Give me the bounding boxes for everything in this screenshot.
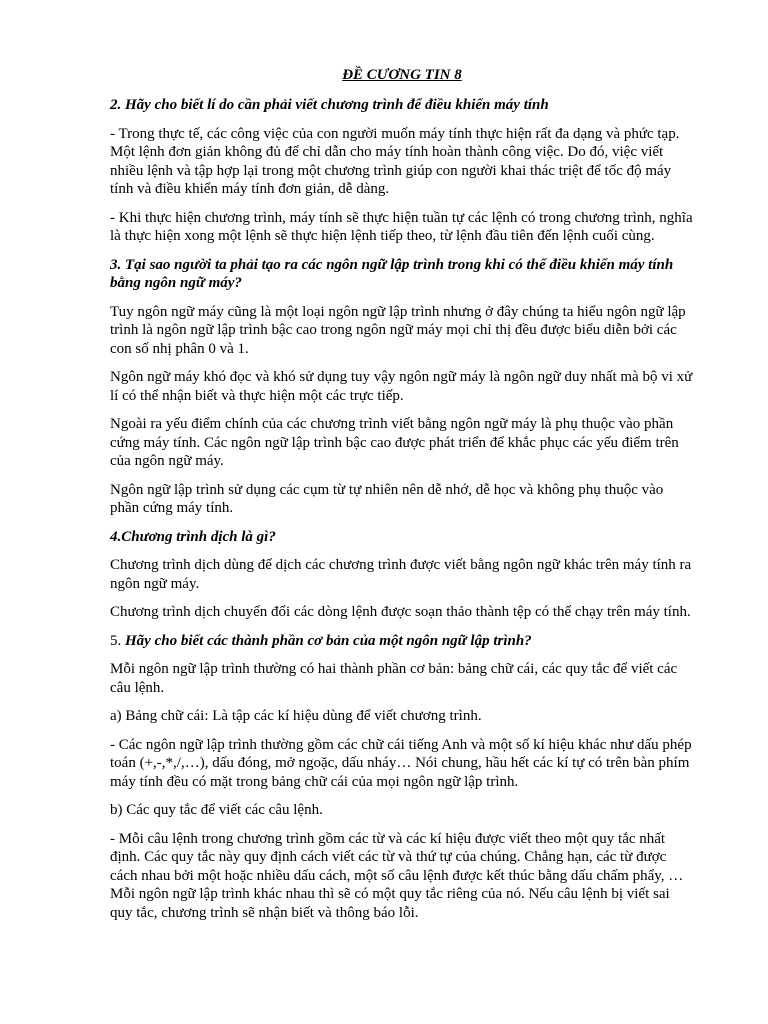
paragraph: Chương trình dịch dùng để dịch các chương trình được viết bằng ngôn ngữ khác trên máy tính ra ngôn ngữ máy.: [110, 557, 692, 592]
paragraph: - Mỗi câu lệnh trong chương trình gồm các từ và các kí hiệu được viết theo một quy tắc nhất định. Các quy tắc này quy định cách viết các từ và thứ tự của chúng. Chẳng hạn, các từ được cách nhau bởi một hoặc nhiều dấu cách, một số câu lệnh được kết thúc bằng dấu chấm phẩy, … Mỗi ngôn ngữ lập trình khác nhau thì sẽ có một quy tắc riêng của nó. Nếu câu lệnh bị viết sai quy tắc, chương trình sẽ nhận biết và thông báo lỗi.: [110, 830, 684, 921]
section-heading-text: Hãy cho biết các thành phần cơ bản của một ngôn ngữ lập trình?: [125, 632, 532, 649]
paragraph: - Khi thực hiện chương trình, máy tính sẽ thực hiện tuần tự các lệnh có trong chương trình, nghĩa là thực hiện xong một lệnh sẽ thực hiện lệnh tiếp theo, từ lệnh đầu tiên đến lệnh cuối cùng.: [110, 209, 693, 244]
section-heading-4: 4.Chương trình dịch là gì?: [110, 528, 276, 545]
paragraph: Chương trình dịch chuyển đổi các dòng lệnh được soạn thảo thành tệp có thể chạy trên máy tính.: [110, 604, 691, 620]
paragraph: Tuy ngôn ngữ máy cũng là một loại ngôn ngữ lập trình nhưng ở đây chúng ta hiểu ngôn ngữ lập trình là ngôn ngữ lập trình bậc cao trong ngôn ngữ máy mọi chỉ thị đều được biểu diễn bởi các con số nhị phân 0 và 1.: [110, 303, 686, 357]
paragraph: Ngôn ngữ lập trình sử dụng các cụm từ tự nhiên nên dễ nhớ, dễ học và không phụ thuộc vào phần cứng máy tính.: [110, 481, 664, 516]
paragraph: a) Bảng chữ cái: Là tập các kí hiệu dùng để viết chương trình.: [110, 708, 482, 724]
section-number: 5.: [110, 632, 122, 649]
section-heading-3: 3. Tại sao người ta phải tạo ra các ngôn ngữ lập trình trong khi có thể điều khiển máy tính bằng ngôn ngữ máy?: [110, 256, 674, 291]
paragraph: Mỗi ngôn ngữ lập trình thường có hai thành phần cơ bản: bảng chữ cái, các quy tắc để viết các câu lệnh.: [110, 661, 678, 696]
paragraph: - Trong thực tế, các công việc của con người muốn máy tính thực hiện rất đa dạng và phức tạp. Một lệnh đơn giản không đủ để chỉ dẫn cho máy tính hoàn thành công việc. Do đó, việc viết nhiều lệnh và tập hợp lại trong một chương trình giúp con người khai thác triệt để tốc độ máy tính và điều khiển máy tính đơn giản, dễ dàng.: [110, 125, 680, 197]
paragraph: Ngôn ngữ máy khó đọc và khó sử dụng tuy vậy ngôn ngữ máy là ngôn ngữ duy nhất mà bộ vi xử lí có thể nhận biết và thực hiện một các trực tiếp.: [110, 369, 693, 404]
paragraph: b) Các quy tắc để viết các câu lệnh.: [110, 802, 323, 818]
paragraph: - Các ngôn ngữ lập trình thường gồm các chữ cái tiếng Anh và một số kí hiệu khác như dấu phép toán (+,-,*,/,…), dấu đóng, mở ngoặc, dấu nháy… Nói chung, hầu hết các kí tự có trên bàn phím máy tính đều có mặt trong bảng chữ cái của mọi ngôn ngữ lập trình.: [110, 736, 692, 790]
paragraph: Ngoài ra yếu điểm chính của các chương trình viết bằng ngôn ngữ máy là phụ thuộc vào phần cứng máy tính. Các ngôn ngữ lập trình bậc cao được phát triển để khắc phục các yếu điểm trên của ngôn ngữ máy.: [110, 416, 679, 469]
section-heading-5: [110, 632, 694, 651]
section-heading-2: 2. Hãy cho biết lí do cần phải viết chương trình để điều khiển máy tính: [110, 97, 549, 113]
document-title: ĐỀ CƯƠNG TIN 8: [342, 67, 462, 83]
